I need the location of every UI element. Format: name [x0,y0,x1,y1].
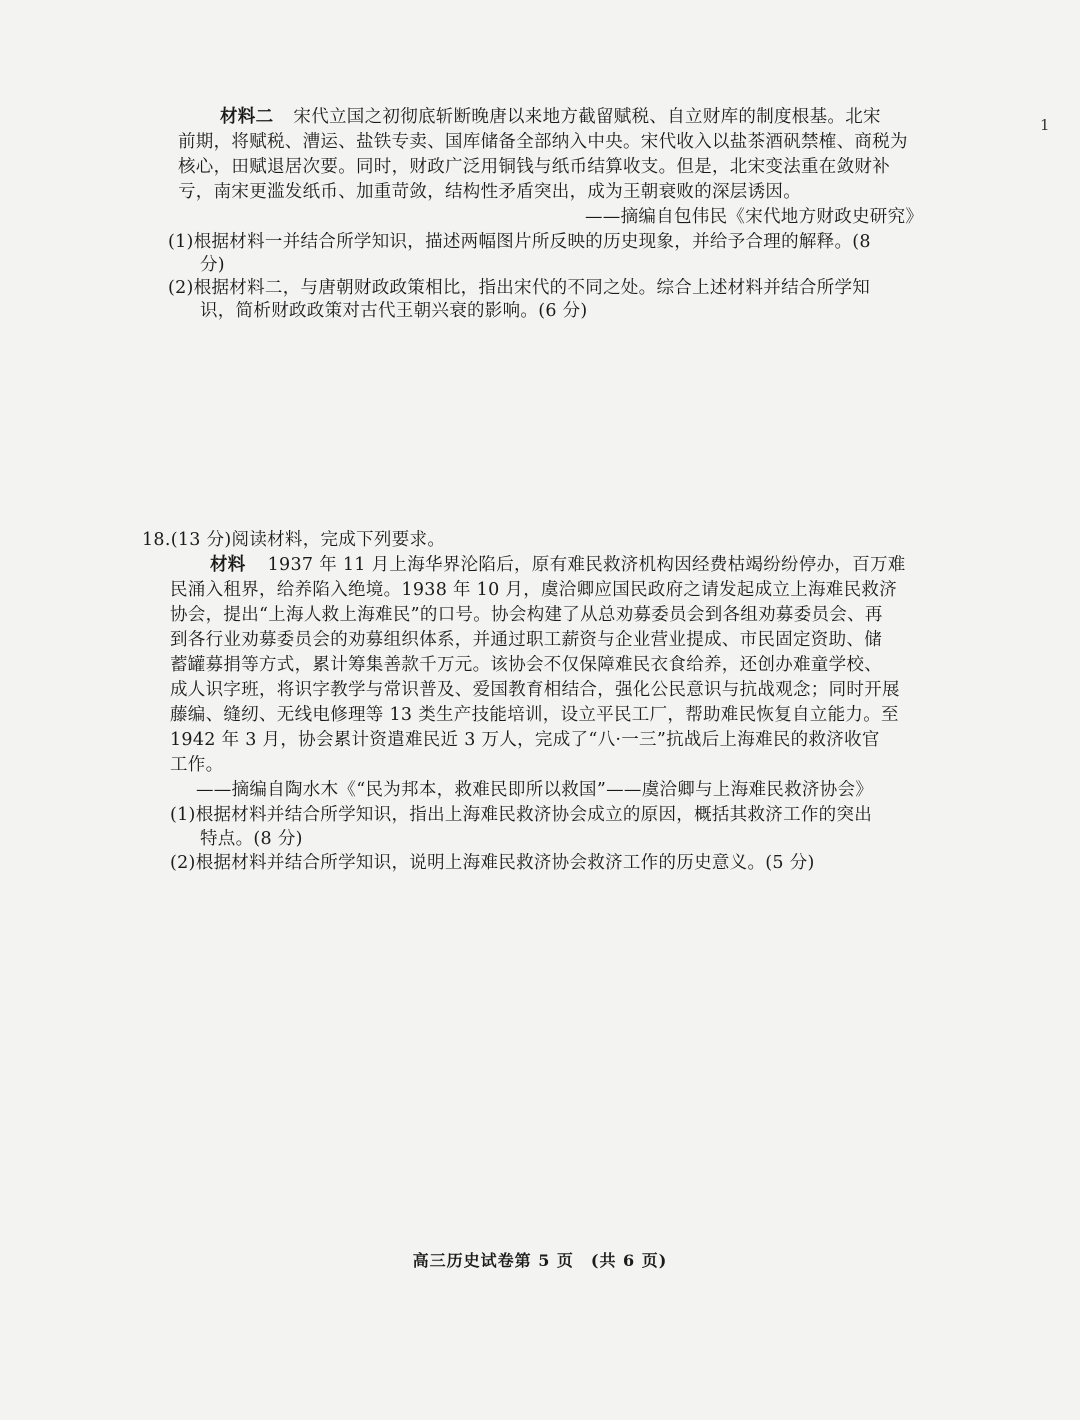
q18-question-2: (2)根据材料并结合所学知识，说明上海难民救济协会救济工作的历史意义。(5 分) [170,853,815,873]
q18-material-line-4: 到各行业劝募委员会的劝募组织体系，并通过职工薪资与企业营业提成、市民固定资助、储 [170,630,882,650]
material-two-line-2: 前期，将赋税、漕运、盐铁专卖、国库储备全部纳入中央。宋代收入以盐茶酒矾禁榷、商税为 [178,132,908,152]
material-two-source: ——摘编自包伟民《宋代地方财政史研究》 [585,207,924,227]
material-two-label: 材料二 [220,107,274,127]
q18-material-label: 材料 [210,555,246,575]
material-two-line-3: 核心，田赋退居次要。同时，财政广泛用铜钱与纸币结算收支。但是，北宋变法重在敛财补 [178,157,890,177]
q18-material-line-6: 成人识字班，将识字教学与常识普及、爱国教育相结合，强化公民意识与抗战观念；同时开展 [170,680,900,700]
q18-material-line-2: 民涌入租界，给养陷入绝境。1938 年 10 月，虞洽卿应国民政府之请发起成立上海难民救济 [170,580,897,600]
page-footer: 高三历史试卷第 5 页 (共 6 页) [412,1251,668,1270]
q18-material-line-1 [210,554,906,576]
q18-material-line-7: 藤编、缝纫、无线电修理等 13 类生产技能培训，设立平民工厂，帮助难民恢复自立能力。至 [170,705,899,725]
material-two-line-1 [220,106,881,128]
q17-question-2: (2)根据材料二，与唐朝财政政策相比，指出宋代的不同之处。综合上述材料并结合所学知 [168,278,871,298]
q18-source: ——摘编自陶水木《“民为邦本，救难民即所以救国”——虞洽卿与上海难民救济协会》 [196,780,874,800]
q18-material-line-8: 1942 年 3 月，协会累计资遣难民近 3 万人，完成了“八·一三”抗战后上海难民的救济收官 [170,730,880,750]
material-two-text: 宋代立国之初彻底斩断晚唐以来地方截留赋税、自立财库的制度根基。北宋 [293,107,881,127]
q18-material-line-9: 工作。 [170,755,224,775]
q17-question-1: (1)根据材料一并结合所学知识，描述两幅图片所反映的历史现象，并给予合理的解释。(8 [168,232,871,252]
q18-material-text: 1937 年 11 月上海华界沦陷后，原有难民救济机构因经费枯竭纷纷停办，百万难 [267,555,906,575]
q18-material-line-3: 协会，提出“上海人救上海难民”的口号。协会构建了从总劝募委员会到各组劝募委员会、再 [170,605,883,625]
q18-material-line-5: 蓄罐募捐等方式，累计筹集善款千万元。该协会不仅保障难民衣食给养，还创办难童学校、 [170,655,882,675]
q17-question-1-cont: 分) [200,255,225,275]
q18-header: 18.(13 分)阅读材料，完成下列要求。 [142,530,446,550]
q17-question-2-cont: 识，简析财政政策对古代王朝兴衰的影响。(6 分) [200,301,588,321]
material-two-line-4: 亏，南宋更滥发纸币、加重苛敛，结构性矛盾突出，成为王朝衰败的深层诱因。 [178,182,801,202]
q18-question-1: (1)根据材料并结合所学知识，指出上海难民救济协会成立的原因，概括其救济工作的突出 [170,805,873,825]
page-corner-mark: 1 [1040,116,1050,134]
q18-question-1-cont: 特点。(8 分) [200,829,303,849]
